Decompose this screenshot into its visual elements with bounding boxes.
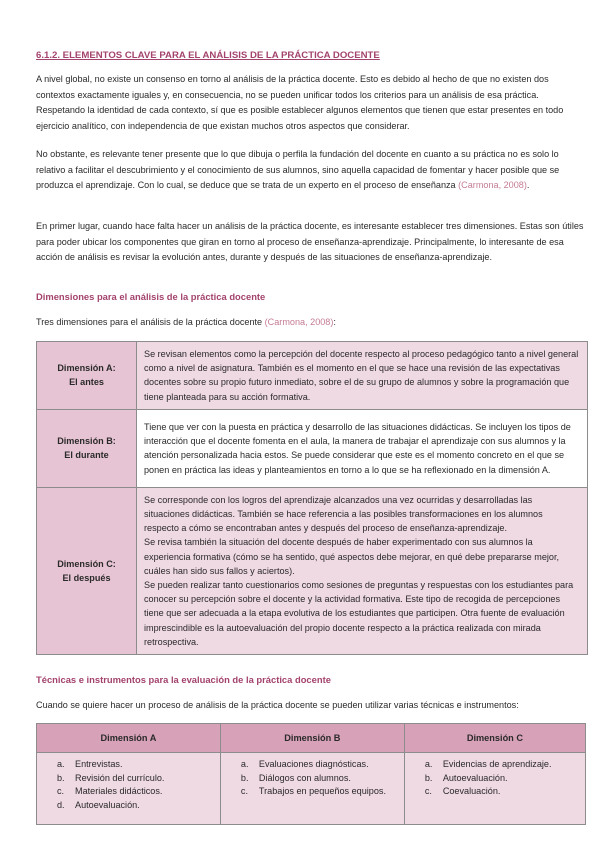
paragraph-three-dimensions: En primer lugar, cuando hace falta hacer un análisis de la práctica docente, es interesante establecer tres dimensiones. Estas son útiles para poder ubicar los componentes que giran en torno al proceso de enseñanza-aprendizaje. Principalmente, lo interesante de esa acción de análisis es revisar la evolución antes, durante y después de las situaciones de enseñanza-aprendizaje. <box>36 221 584 262</box>
list-item <box>57 799 220 813</box>
dimension-name: Dimensión B: <box>57 436 116 447</box>
dimension-label <box>37 409 137 487</box>
dimensions-heading: Dimensiones para el análisis de la práctica docente <box>36 291 266 302</box>
section-title: 6.1.2. ELEMENTOS CLAVE PARA EL ANÁLISIS DE LA PRÁCTICA DOCENTE <box>36 50 380 61</box>
table-row <box>37 342 588 410</box>
dimensions-intro-end: : <box>333 317 336 327</box>
list-item <box>57 758 220 772</box>
list-item-text: Revisión del currículo. <box>75 772 165 783</box>
list-item <box>57 785 220 799</box>
list-marker: c. <box>240 786 248 796</box>
list-marker: d. <box>57 799 65 810</box>
techniques-header-row <box>37 724 586 753</box>
dimension-subtitle: El después <box>62 572 111 583</box>
table-row <box>37 409 588 487</box>
column-header: Dimensión B <box>220 724 404 753</box>
paragraph-teacher-role-text: No obstante, es relevante tener presente que lo que dibuja o perfila la fundación del docente en cuanto a su práctica no es solo lo relativo a facilitar el descubrimiento y el conocimiento de sus alumnos, sino aquella capacidad de fomentar y hacer posible que se produzca el aprendizaje. Con lo cual, se deduce que se trata de un experto en el proceso de enseñanza <box>36 149 560 190</box>
column-header: Dimensión A <box>37 724 221 753</box>
list-item <box>241 772 404 786</box>
list-item-text: Autoevaluación. <box>442 772 508 783</box>
dimension-subtitle: El durante <box>64 450 109 461</box>
paragraph-teacher-role <box>36 147 588 194</box>
paragraph-end: . <box>526 180 530 190</box>
dimension-description: Se revisan elementos como la percepción del docente respecto al proceso pedagógico tanto a nivel general como a nivel de asignatura. También es el momento en el que se hace una revisión de las expectativas docentes sobre su propio futuro inmediato, sobre el de su grupo de alumnos y sobre la programación que tiene planteada para su acción formativa. <box>137 342 588 410</box>
dimension-description <box>137 487 588 654</box>
list-item-text: Coevaluación. <box>442 786 501 796</box>
list-item-text: Entrevistas. <box>75 759 123 769</box>
technique-list <box>37 758 220 812</box>
techniques-table <box>36 723 586 825</box>
list-item-text: Materiales didácticos. <box>75 786 163 796</box>
techniques-cell <box>220 753 404 825</box>
list-marker: a. <box>424 759 433 769</box>
techniques-heading: Técnicas e instrumentos para la evaluación de la práctica docente <box>36 674 331 685</box>
list-item <box>57 772 220 786</box>
list-item <box>425 772 585 786</box>
list-item <box>241 758 404 772</box>
column-header: Dimensión C <box>404 724 585 753</box>
dimensions-intro <box>36 315 588 331</box>
list-marker: a. <box>57 759 65 769</box>
dimensions-table <box>36 341 588 655</box>
list-item-text: Autoevaluación. <box>75 799 140 810</box>
dimension-name: Dimensión C: <box>57 558 116 569</box>
list-item <box>241 785 404 799</box>
list-item <box>425 758 585 772</box>
list-marker: b. <box>57 772 65 783</box>
list-marker: b. <box>424 772 433 783</box>
list-item <box>425 785 585 799</box>
technique-list <box>221 758 404 799</box>
list-item-text: Evaluaciones diagnósticas. <box>258 759 369 769</box>
citation: (Carmona, 2008) <box>264 317 334 327</box>
dimension-c-paragraph: Se pueden realizar tanto cuestionarios como sesiones de preguntas y respuestas con los estudiantes para conocer su percepción sobre el docente y la actividad formativa. Este tipo de recogida de percepciones tiene que ser adecuada a la etapa evolutiva de los estudiantes que participen. Otra fuente de evaluación imprescindible es la autoevaluación del propio docente respecto a la práctica realizada con mirada retrospectiva. <box>144 580 574 647</box>
techniques-cell <box>37 753 221 825</box>
dimension-label <box>37 487 137 654</box>
dimensions-intro-text: Tres dimensiones para el análisis de la práctica docente <box>36 317 265 327</box>
list-marker: c. <box>57 786 65 796</box>
dimension-label <box>37 342 137 410</box>
dimension-subtitle: El antes <box>69 377 104 388</box>
techniques-intro: Cuando se quiere hacer un proceso de análisis de la práctica docente se pueden utilizar varias técnicas e instrumentos: <box>36 700 519 710</box>
list-marker: a. <box>240 759 249 769</box>
paragraph-consensus: A nivel global, no existe un consenso en torno al análisis de la práctica docente. Esto es debido al hecho de que no existen dos contextos exactamente iguales y, en consecuencia, no se pueden unificar todos los criterios para un análisis de esa práctica. Respetando la identidad de cada contexto, sí que es posible establecer algunos elementos que tienen que estar presentes en todo ejercicio analítico, con independencia de que existan muchos otros aspectos que considerar. <box>36 74 564 131</box>
dimension-c-paragraph: Se corresponde con los logros del aprendizaje alcanzados una vez ocurridas y desarrolladas las situaciones didácticas. También se hace referencia a las posibles transformaciones en los alumnos respecto a cómo se encontraban antes y después del proceso de enseñanza-aprendizaje. <box>144 494 543 534</box>
techniques-cell <box>404 753 585 825</box>
citation: (Carmona, 2008) <box>458 180 527 190</box>
list-marker: c. <box>424 786 432 796</box>
table-row <box>37 487 588 654</box>
techniques-body-row <box>37 753 586 825</box>
dimension-name: Dimensión A: <box>57 363 116 374</box>
list-item-text: Trabajos en pequeños equipos. <box>258 786 386 796</box>
list-item-text: Evidencias de aprendizaje. <box>442 759 552 769</box>
dimension-c-paragraph: Se revisa también la situación del docente después de haber experimentado con sus alumnos la experiencia formativa (cómo se ha sentido, qué aspectos debe mejorar, en qué debe prepararse mejor, cuáles han sido sus fallos y aciertos). <box>144 537 560 576</box>
list-marker: b. <box>240 772 249 783</box>
dimension-description: Tiene que ver con la puesta en práctica y desarrollo de las situaciones didácticas. Se incluyen los tipos de interacción que el docente fomenta en el aula, la manera de trabajar el aprendizaje con sus alumnos y la atención personalizada hacia estos. Se puede considerar que este es el momento concreto en el que se ponen en práctica las ideas y planteamientos en torno a lo que se ha reflexionado en la dimensión A. <box>137 409 588 487</box>
list-item-text: Diálogos con alumnos. <box>258 772 351 783</box>
technique-list <box>405 758 585 799</box>
